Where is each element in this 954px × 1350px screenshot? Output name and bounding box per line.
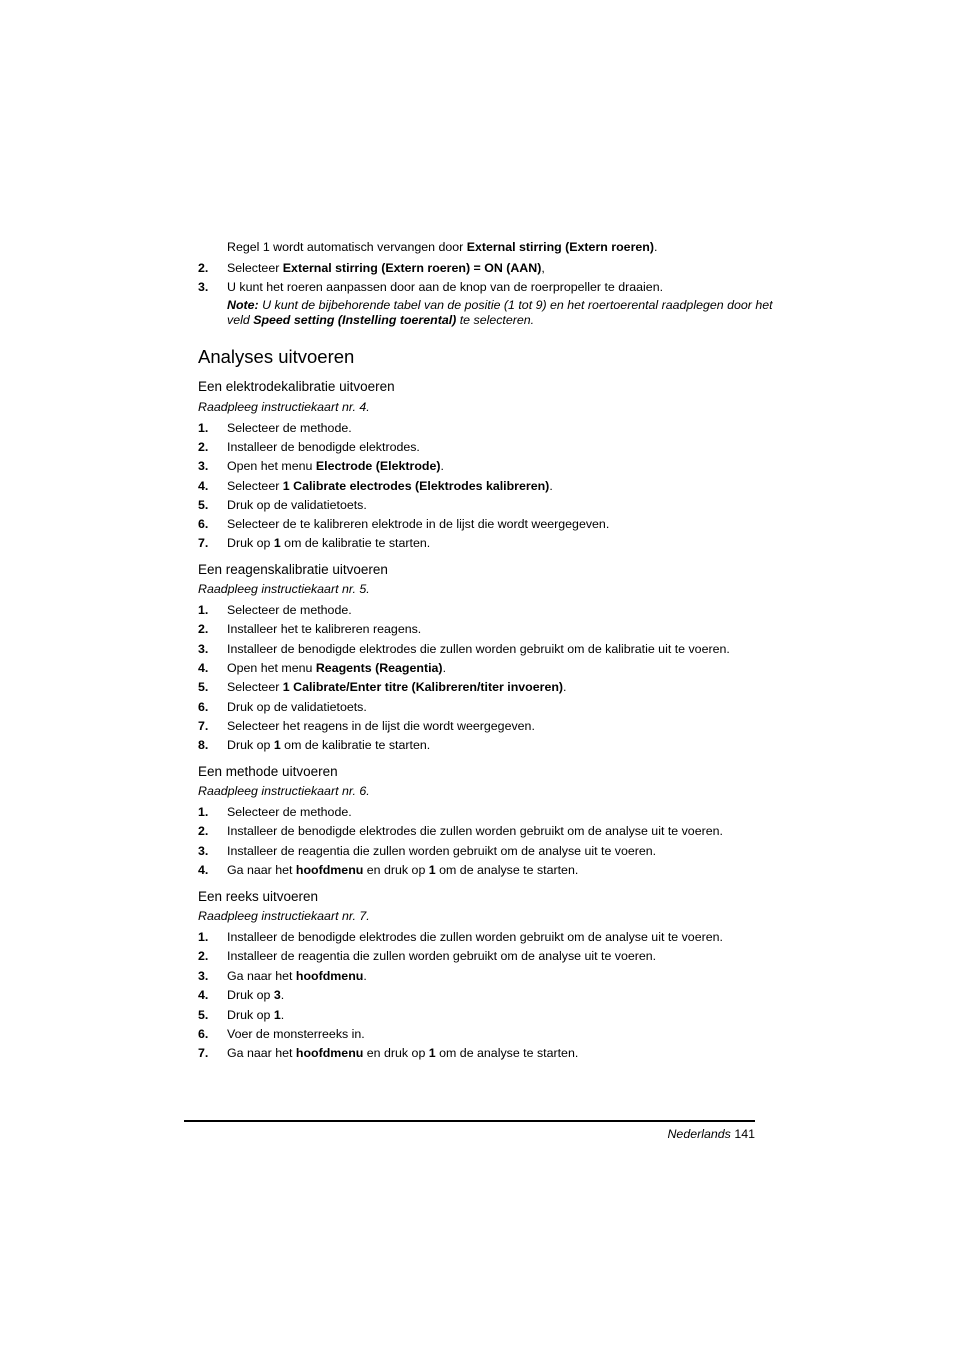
step-text: Installeer de benodigde elektrodes die zullen worden gebruikt om de analyse uit te voeren. [227,824,723,838]
step-number: 7. [198,719,209,733]
step-number: 3. [198,280,209,294]
step-text: Selecteer de te kalibreren elektrode in de lijst die wordt weergegeven. [227,517,610,531]
step-text: Ga naar het hoofdmenu en druk op 1 om de analyse te starten. [227,1046,579,1060]
step-text: Selecteer External stirring (Extern roeren) = ON (AAN), [227,261,545,275]
step-text: Open het menu Electrode (Elektrode). [227,459,444,473]
step-number: 3. [198,459,209,473]
step-number: 2. [198,824,209,838]
step-number: 5. [198,1008,209,1022]
reference-note: Raadpleeg instructiekaart nr. 6. [198,784,370,798]
step-number: 6. [198,1027,209,1041]
step-text: Selecteer de methode. [227,421,352,435]
step-text: Selecteer 1 Calibrate electrodes (Elektrodes kalibreren). [227,479,553,493]
note: Note: U kunt de bijbehorende tabel van de positie (1 tot 9) en het roertoerental raadplegen door het veld Speed setting (Instelling toerental) te selecteren. [227,298,773,327]
step-text: Druk op 1 om de kalibratie te starten. [227,536,431,550]
step-number: 7. [198,1046,209,1060]
intro-line: Regel 1 wordt automatisch vervangen door External stirring (Extern roeren). [227,240,658,254]
step-number: 3. [198,642,209,656]
step-text: Voer de monsterreeks in. [227,1027,365,1041]
subsection-title: Een reeks uitvoeren [198,889,319,904]
step-text: Selecteer de methode. [227,603,352,617]
step-number: 4. [198,988,209,1002]
step-number: 5. [198,680,209,694]
subsection-title: Een elektrodekalibratie uitvoeren [198,379,395,394]
step-number: 1. [198,421,209,435]
step-number: 6. [198,700,209,714]
step-number: 2. [198,261,209,275]
step-number: 2. [198,440,209,454]
step-number: 6. [198,517,209,531]
step-number: 3. [198,969,209,983]
section-title: Analyses uitvoeren [198,346,355,367]
step-text: Ga naar het hoofdmenu en druk op 1 om de analyse te starten. [227,863,579,877]
step-text: Selecteer de methode. [227,805,352,819]
step-number: 3. [198,844,209,858]
step-number: 5. [198,498,209,512]
step-number: 1. [198,603,209,617]
step-text: Druk op 1. [227,1008,285,1022]
footer-rule [184,1120,755,1122]
step-text: Selecteer 1 Calibrate/Enter titre (Kalibreren/titer invoeren). [227,680,567,694]
step-text: Ga naar het hoofdmenu. [227,969,367,983]
step-text: Installeer de reagentia die zullen worden gebruikt om de analyse uit te voeren. [227,949,657,963]
step-text: Druk op 1 om de kalibratie te starten. [227,738,431,752]
step-text: Installeer de reagentia die zullen worden gebruikt om de analyse uit te voeren. [227,844,657,858]
subsection-title: Een methode uitvoeren [198,764,338,779]
footer [667,1126,755,1142]
step-text: Installeer de benodigde elektrodes. [227,440,420,454]
step-number: 2. [198,622,209,636]
step-number: 7. [198,536,209,550]
step-number: 4. [198,661,209,675]
step-number: 1. [198,930,209,944]
reference-note: Raadpleeg instructiekaart nr. 5. [198,582,370,596]
step-text: Druk op de validatietoets. [227,700,367,714]
reference-note: Raadpleeg instructiekaart nr. 4. [198,400,370,414]
page-number: 141 [734,1127,755,1141]
step-text: Installeer de benodigde elektrodes die zullen worden gebruikt om de analyse uit te voeren. [227,930,723,944]
step-text: Installeer het te kalibreren reagens. [227,622,422,636]
step-number: 4. [198,479,209,493]
footer-language: Nederlands [667,1127,731,1141]
step-text: Open het menu Reagents (Reagentia). [227,661,447,675]
step-number: 1. [198,805,209,819]
step-text: Druk op de validatietoets. [227,498,367,512]
step-number: 2. [198,949,209,963]
reference-note: Raadpleeg instructiekaart nr. 7. [198,909,370,923]
step-number: 8. [198,738,209,752]
step-text: U kunt het roeren aanpassen door aan de knop van de roerpropeller te draaien. [227,280,664,294]
step-text: Installeer de benodigde elektrodes die zullen worden gebruikt om de kalibratie uit te voeren. [227,642,730,656]
step-text: Selecteer het reagens in de lijst die wordt weergegeven. [227,719,535,733]
step-text: Druk op 3. [227,988,285,1002]
subsection-title: Een reagenskalibratie uitvoeren [198,562,388,577]
step-number: 4. [198,863,209,877]
